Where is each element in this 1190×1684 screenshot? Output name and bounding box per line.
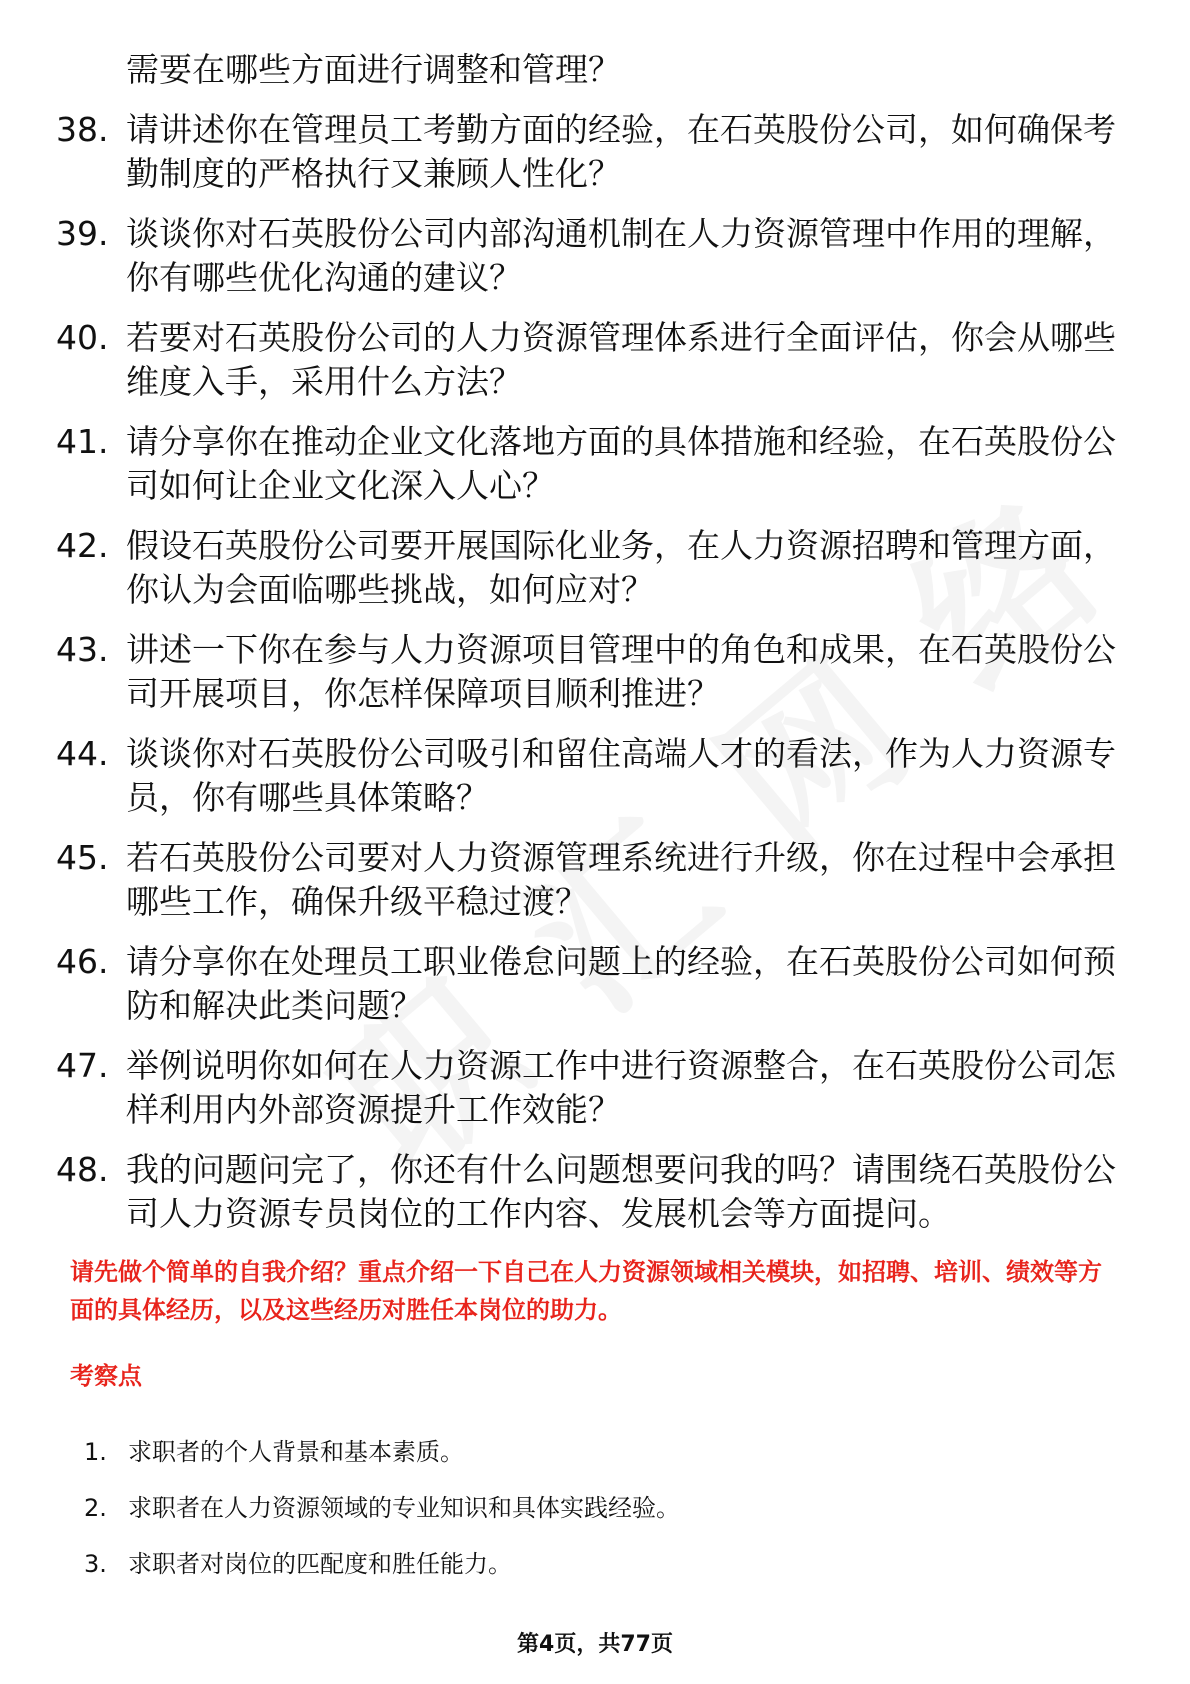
question-number: 44. bbox=[56, 734, 109, 773]
list-item bbox=[56, 836, 1116, 940]
list-item bbox=[56, 524, 1116, 628]
list-item bbox=[56, 940, 1116, 1044]
highlighted-question: 请先做个简单的自我介绍？重点介绍一下自己在人力资源领域相关模块，如招聘、培训、绩效等方面的具体经历，以及这些经历对胜任本岗位的助力。 bbox=[70, 1258, 1102, 1324]
question-text: 若要对石英股份公司的人力资源管理体系进行全面评估，你会从哪些维度入手，采用什么方法？ bbox=[126, 318, 1116, 401]
question-text: 若石英股份公司要对人力资源管理系统进行升级，你在过程中会承担哪些工作，确保升级平稳过渡？ bbox=[126, 838, 1116, 921]
list-item bbox=[56, 420, 1116, 524]
question-text: 请分享你在推动企业文化落地方面的具体措施和经验，在石英股份公司如何让企业文化深入人心？ bbox=[126, 422, 1116, 505]
list-item bbox=[56, 1148, 1116, 1252]
point-number: 1. bbox=[84, 1438, 107, 1466]
question-number: 38. bbox=[56, 110, 109, 149]
list-item bbox=[84, 1548, 1084, 1604]
list-item bbox=[56, 212, 1116, 316]
question-text: 假设石英股份公司要开展国际化业务，在人力资源招聘和管理方面，你认为会面临哪些挑战，如何应对？ bbox=[126, 526, 1116, 609]
question-text: 举例说明你如何在人力资源工作中进行资源整合，在石英股份公司怎样利用内外部资源提升工作效能？ bbox=[126, 1046, 1116, 1129]
question-number: 43. bbox=[56, 630, 109, 669]
list-item bbox=[56, 732, 1116, 836]
point-text: 求职者在人力资源领域的专业知识和具体实践经验。 bbox=[128, 1494, 680, 1522]
page-footer: 第4页，共77页 bbox=[517, 1632, 673, 1657]
question-text: 请分享你在处理员工职业倦怠问题上的经验，在石英股份公司如何预防和解决此类问题？ bbox=[126, 942, 1116, 1025]
question-number: 47. bbox=[56, 1046, 109, 1085]
point-text: 求职者对岗位的匹配度和胜任能力。 bbox=[128, 1550, 512, 1578]
question-number: 41. bbox=[56, 422, 109, 461]
question-list bbox=[56, 108, 1116, 1252]
question-number: 42. bbox=[56, 526, 109, 565]
question-number: 39. bbox=[56, 214, 109, 253]
list-item bbox=[56, 1044, 1116, 1148]
question-text: 讲述一下你在参与人力资源项目管理中的角色和成果，在石英股份公司开展项目，你怎样保障项目顺利推进？ bbox=[126, 630, 1116, 713]
question-text: 我的问题问完了，你还有什么问题想要问我的吗？请围绕石英股份公司人力资源专员岗位的工作内容、发展机会等方面提问。 bbox=[126, 1150, 1116, 1233]
list-item bbox=[56, 628, 1116, 732]
point-number: 3. bbox=[84, 1550, 107, 1578]
list-item bbox=[84, 1492, 1084, 1548]
list-item bbox=[56, 108, 1116, 212]
assessment-points-list bbox=[84, 1436, 1084, 1604]
question-text: 请讲述你在管理员工考勤方面的经验，在石英股份公司，如何确保考勤制度的严格执行又兼顾人性化？ bbox=[126, 110, 1116, 193]
list-item bbox=[84, 1436, 1084, 1492]
continued-question-text: 需要在哪些方面进行调整和管理？ bbox=[126, 50, 621, 89]
question-text: 谈谈你对石英股份公司内部沟通机制在人力资源管理中作用的理解，你有哪些优化沟通的建议？ bbox=[126, 214, 1116, 297]
question-text: 谈谈你对石英股份公司吸引和留住高端人才的看法，作为人力资源专员，你有哪些具体策略？ bbox=[126, 734, 1116, 817]
question-number: 40. bbox=[56, 318, 109, 357]
point-text: 求职者的个人背景和基本素质。 bbox=[128, 1438, 464, 1466]
question-number: 48. bbox=[56, 1150, 109, 1189]
question-number: 46. bbox=[56, 942, 109, 981]
point-number: 2. bbox=[84, 1494, 107, 1522]
section-title: 考察点 bbox=[70, 1362, 142, 1390]
list-item bbox=[56, 316, 1116, 420]
question-number: 45. bbox=[56, 838, 109, 877]
